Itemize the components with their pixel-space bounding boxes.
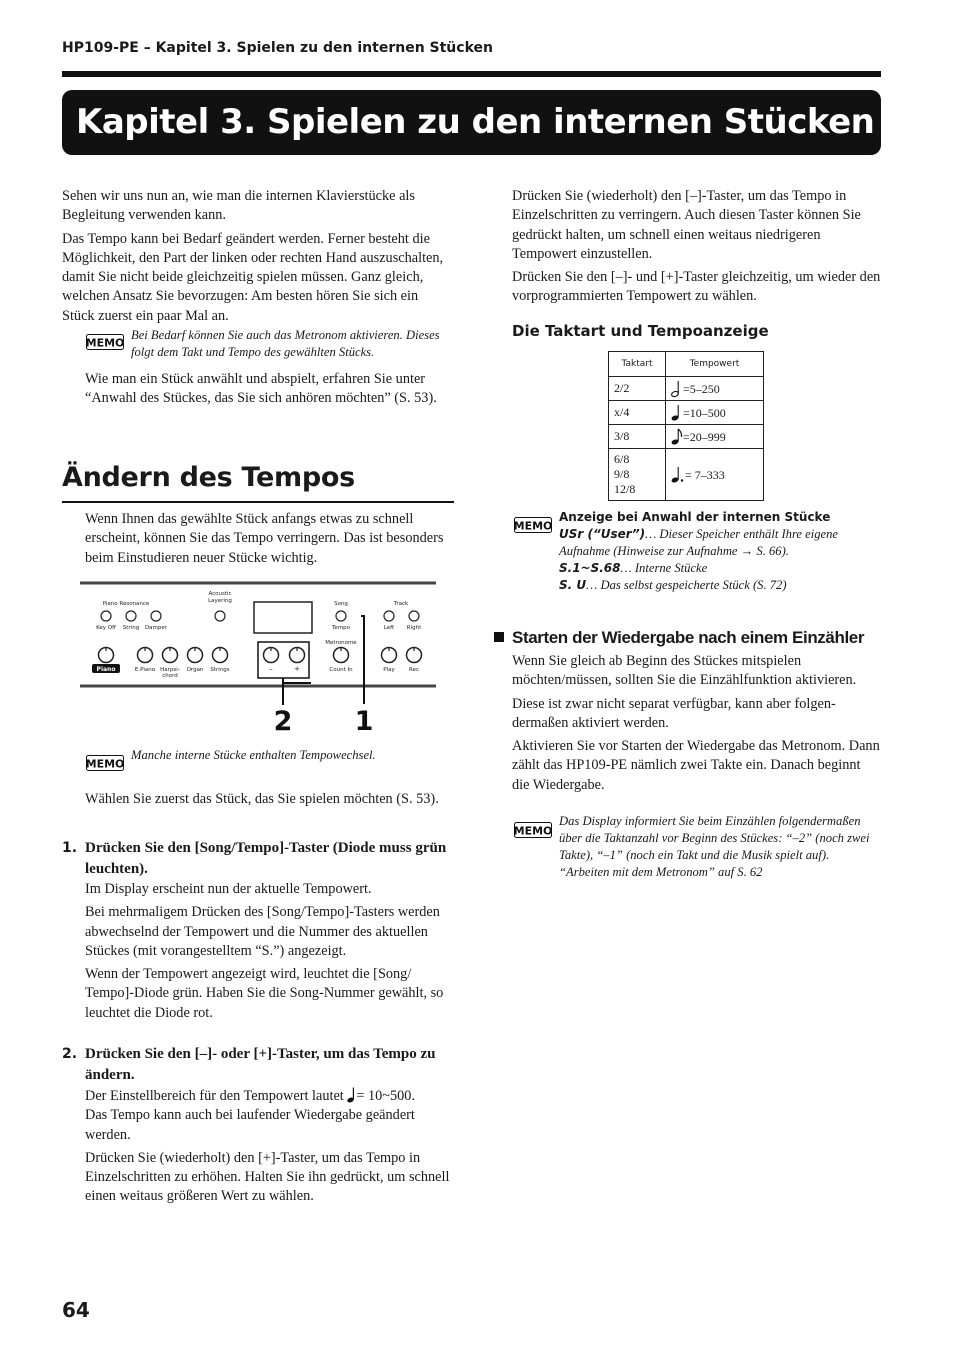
memo-icon [514,822,552,838]
step-1-body [85,880,454,1023]
label-damper: Damper [144,625,168,631]
table-cell-taktart: x/4 [609,401,666,425]
section-title: Ändern des Tempos [62,462,355,493]
step-1-number: 1. [62,840,78,856]
table-cell-tempo [666,425,764,449]
label-rec: Rec [409,667,419,673]
svg-text:MEMO: MEMO [86,757,124,771]
section-rule [62,501,454,503]
panel-illustration [78,580,438,740]
count-in-paragraph-1: Wenn Sie gleich ab Beginn des Stückes mitspielen möchten/müssen, sollten Sie die Einzählfunktion aktivieren. [512,653,857,689]
label-organ: Organ [186,667,204,673]
memo-song-display [559,509,881,594]
label-tempo: Tempo [331,625,351,631]
range-text: Der Einstellbereich für den Tempowert lautet [85,1088,348,1104]
table-row [609,377,764,401]
memo-line-user [559,526,881,560]
label-right: Right [406,625,422,631]
running-header: HP109-PE – Kapitel 3. Spielen zu den internen Stücken [62,40,493,56]
label-acoustic: Acoustic [208,591,232,597]
memo-count-in-reference: “Arbeiten mit dem Metronom” auf S. 62 [559,865,763,879]
heading-square-bullet [494,632,504,642]
table-row [609,449,764,501]
count-in-block [512,652,881,795]
table-cell-tempo [666,449,764,501]
intro-paragraph-1: Sehen wir uns nun an, wie man die internen Klavierstücke als Begleitung verwenden kann. [62,188,415,224]
step-2-paragraph-2: Drücken Sie (wiederholt) den [+]-Taster, um das Tempo in Einzelschritten zu erhöhen. Halten Sie ihn gedrückt, um schnell einen weitaus größeren Wert zu wählen. [85,1149,450,1205]
right-paragraph-1: Drücken Sie (wiederholt) den [–]-Taster, um das Tempo in Einzelschritten zu verringern. Auch diesen Taster können Sie gedrückt halten, um schnell einen weitaus niedrigeren Tempowert einzustellen. [512,188,861,262]
label-left: Left [383,625,395,631]
label-count-in: Count In [329,667,353,673]
header-rule [62,71,881,77]
table-cell-taktart [609,449,666,501]
step-1-paragraph-2: Bei mehrmaligem Drücken des [Song/Tempo]-Tasters werden abwechselnd der Tempowert und die Nummer des aktuellen Stückes (mit vorangestelltem “S.”) angezeigt. [85,904,440,959]
tempo-value: = 7–333 [685,467,725,482]
memo-term: S.1~S.68 [559,561,621,575]
label-layering: Layering [208,598,232,604]
taktart-value: 9/8 [614,467,630,481]
step-1-paragraph-3: Wenn der Tempowert angezeigt wird, leuchtet die [Song/ Tempo]-Diode grün. Haben Sie die Song-Nummer gewählt, so leuchtet die Diode rot. [85,966,444,1021]
quarter-note-icon [671,404,683,422]
label-metronome: Metronome [325,640,357,646]
memo-count-in-text: Das Display informiert Sie beim Einzählen folgendermaßen über die Taktanzahl vor Beginn des Stückes: “–2” (noch zwei Takte), “–1” (noch ein Takt und die Musik spielt auf). [559,814,870,862]
memo-tempo-changes: Manche interne Stücke enthalten Tempowechsel. [131,748,376,762]
svg-text:MEMO: MEMO [514,824,552,838]
memo-title: Anzeige bei Anwahl der internen Stücke [559,510,831,524]
table-header-tempowert: Tempowert [666,352,764,377]
label-song: Song [334,601,348,607]
count-in-paragraph-3: Aktivieren Sie vor Starten der Wiedergabe das Metronom. Dann zählt das HP109-PE nämlich zwei Takte ein. Danach beginnt die Wiedergabe. [512,738,880,793]
memo-term: S. U [559,578,587,592]
table-header-row [609,352,764,377]
memo-line-saved [559,577,881,594]
label-plus: + [294,665,300,673]
quarter-note-icon [347,1088,356,1104]
chapter-title: Kapitel 3. Spielen zu den internen Stücken [62,90,881,155]
eighth-note-icon [671,428,683,446]
range-value: = 10~500. [356,1088,416,1104]
table-cell-taktart: 2/2 [609,377,666,401]
label-piano: Piano [96,666,116,673]
memo-count-in [559,813,881,881]
intro-block [62,187,454,326]
right-intro [512,187,881,307]
step-2-body [85,1087,454,1207]
tempo-value: =20–999 [683,429,726,444]
step-2-title: Drücken Sie den [–]- oder [+]-Taster, um das Tempo zu ändern. [85,1046,436,1083]
table-row [609,401,764,425]
choose-paragraph: Wählen Sie zuerst das Stück, das Sie spielen möchten (S. 53). [85,791,439,807]
label-play: Play [383,667,395,673]
step-2-number: 2. [62,1046,78,1062]
page-number: 64 [62,1298,90,1322]
step-1-title: Drücken Sie den [Song/Tempo]-Taster (Diode muss grün leuchten). [85,840,447,877]
label-minus: – [269,665,273,673]
label-string: String [122,625,140,631]
memo-description: … Interne Stücke [620,561,708,575]
table-cell-tempo [666,401,764,425]
label-track: Track [393,601,409,607]
memo-metronome: Bei Bedarf können Sie auch das Metronom aktivieren. Dieses folgt dem Takt und Tempo des gewählten Stücks. [131,328,440,359]
right-paragraph-2: Drücken Sie den [–]- und [+]-Taster gleichzeitig, um wieder den vorprogrammierten Tempowert zu wählen. [512,269,881,305]
label-key-off: Key Off [96,625,116,631]
label-epiano: E.Piano [134,667,156,673]
step-2-paragraph-1 [85,1087,454,1145]
tempo-value: =10–500 [683,405,726,420]
memo-description: … Das selbst gespeicherte Stück (S. 72) [586,578,787,592]
half-note-icon [671,380,683,398]
memo-icon [86,334,124,350]
range-continuation: Das Tempo kann auch bei laufender Wiedergabe geändert werden. [85,1107,415,1143]
table-header-taktart: Taktart [609,352,666,377]
taktart-value: 12/8 [614,482,636,496]
section-paragraph: Wenn Ihnen das gewählte Stück anfangs etwas zu schnell erscheint, können Sie das Tempo verringern. Das ist besonders beim Einstudieren neuer Stücke wichtig. [85,511,444,566]
count-in-paragraph-2: Diese ist zwar nicht separat verfügbar, kann aber folgendermaßen aktiviert werden. [512,695,836,731]
subsection-title: Starten der Wiedergabe nach einem Einzähler [512,628,865,647]
svg-text:MEMO: MEMO [514,519,552,533]
callout-1: 1 [354,706,374,737]
memo-icon [514,517,552,533]
label-piano-resonance: Piano Resonance [102,601,150,607]
label-strings: Strings [210,667,230,673]
label-chord: chord [162,673,178,679]
table-title: Die Taktart und Tempoanzeige [512,322,769,340]
taktart-value: 6/8 [614,452,630,466]
callout-2: 2 [273,706,293,737]
memo-icon [86,755,124,771]
table-cell-tempo [666,377,764,401]
memo-description: … Dieser Speicher enthält Ihre eigene Aufnahme (Hinweise zur Aufnahme → S. 66). [559,527,839,558]
intro-paragraph-2: Das Tempo kann bei Bedarf geändert werden. Ferner besteht die Möglichkeit, den Part der linken oder rechten Hand auszuschalten, damit Sie nicht beide gleichzeitig spielen müssen. Ganz gleich, welchen Ansatz Sie bevorzugen: Am besten hören Sie sich ein Stück zuerst ein paar Mal an. [62,230,444,324]
step-1-paragraph-1: Im Display erscheint nun der aktuelle Tempowert. [85,881,372,897]
svg-text:MEMO: MEMO [86,336,124,350]
intro-paragraph-3: Wie man ein Stück anwählt und abspielt, erfahren Sie unter “Anwahl des Stückes, das Sie sich anhören möchten” (S. 53). [85,371,437,407]
dotted-quarter-note-icon [671,466,685,484]
table-row [609,425,764,449]
tempo-value: =5–250 [683,381,720,396]
tempo-table [608,351,764,501]
label-harpsi: Harpsi- [160,667,180,673]
table-cell-taktart: 3/8 [609,425,666,449]
memo-term: USr (“User”) [559,527,646,541]
memo-line-internal [559,560,881,577]
